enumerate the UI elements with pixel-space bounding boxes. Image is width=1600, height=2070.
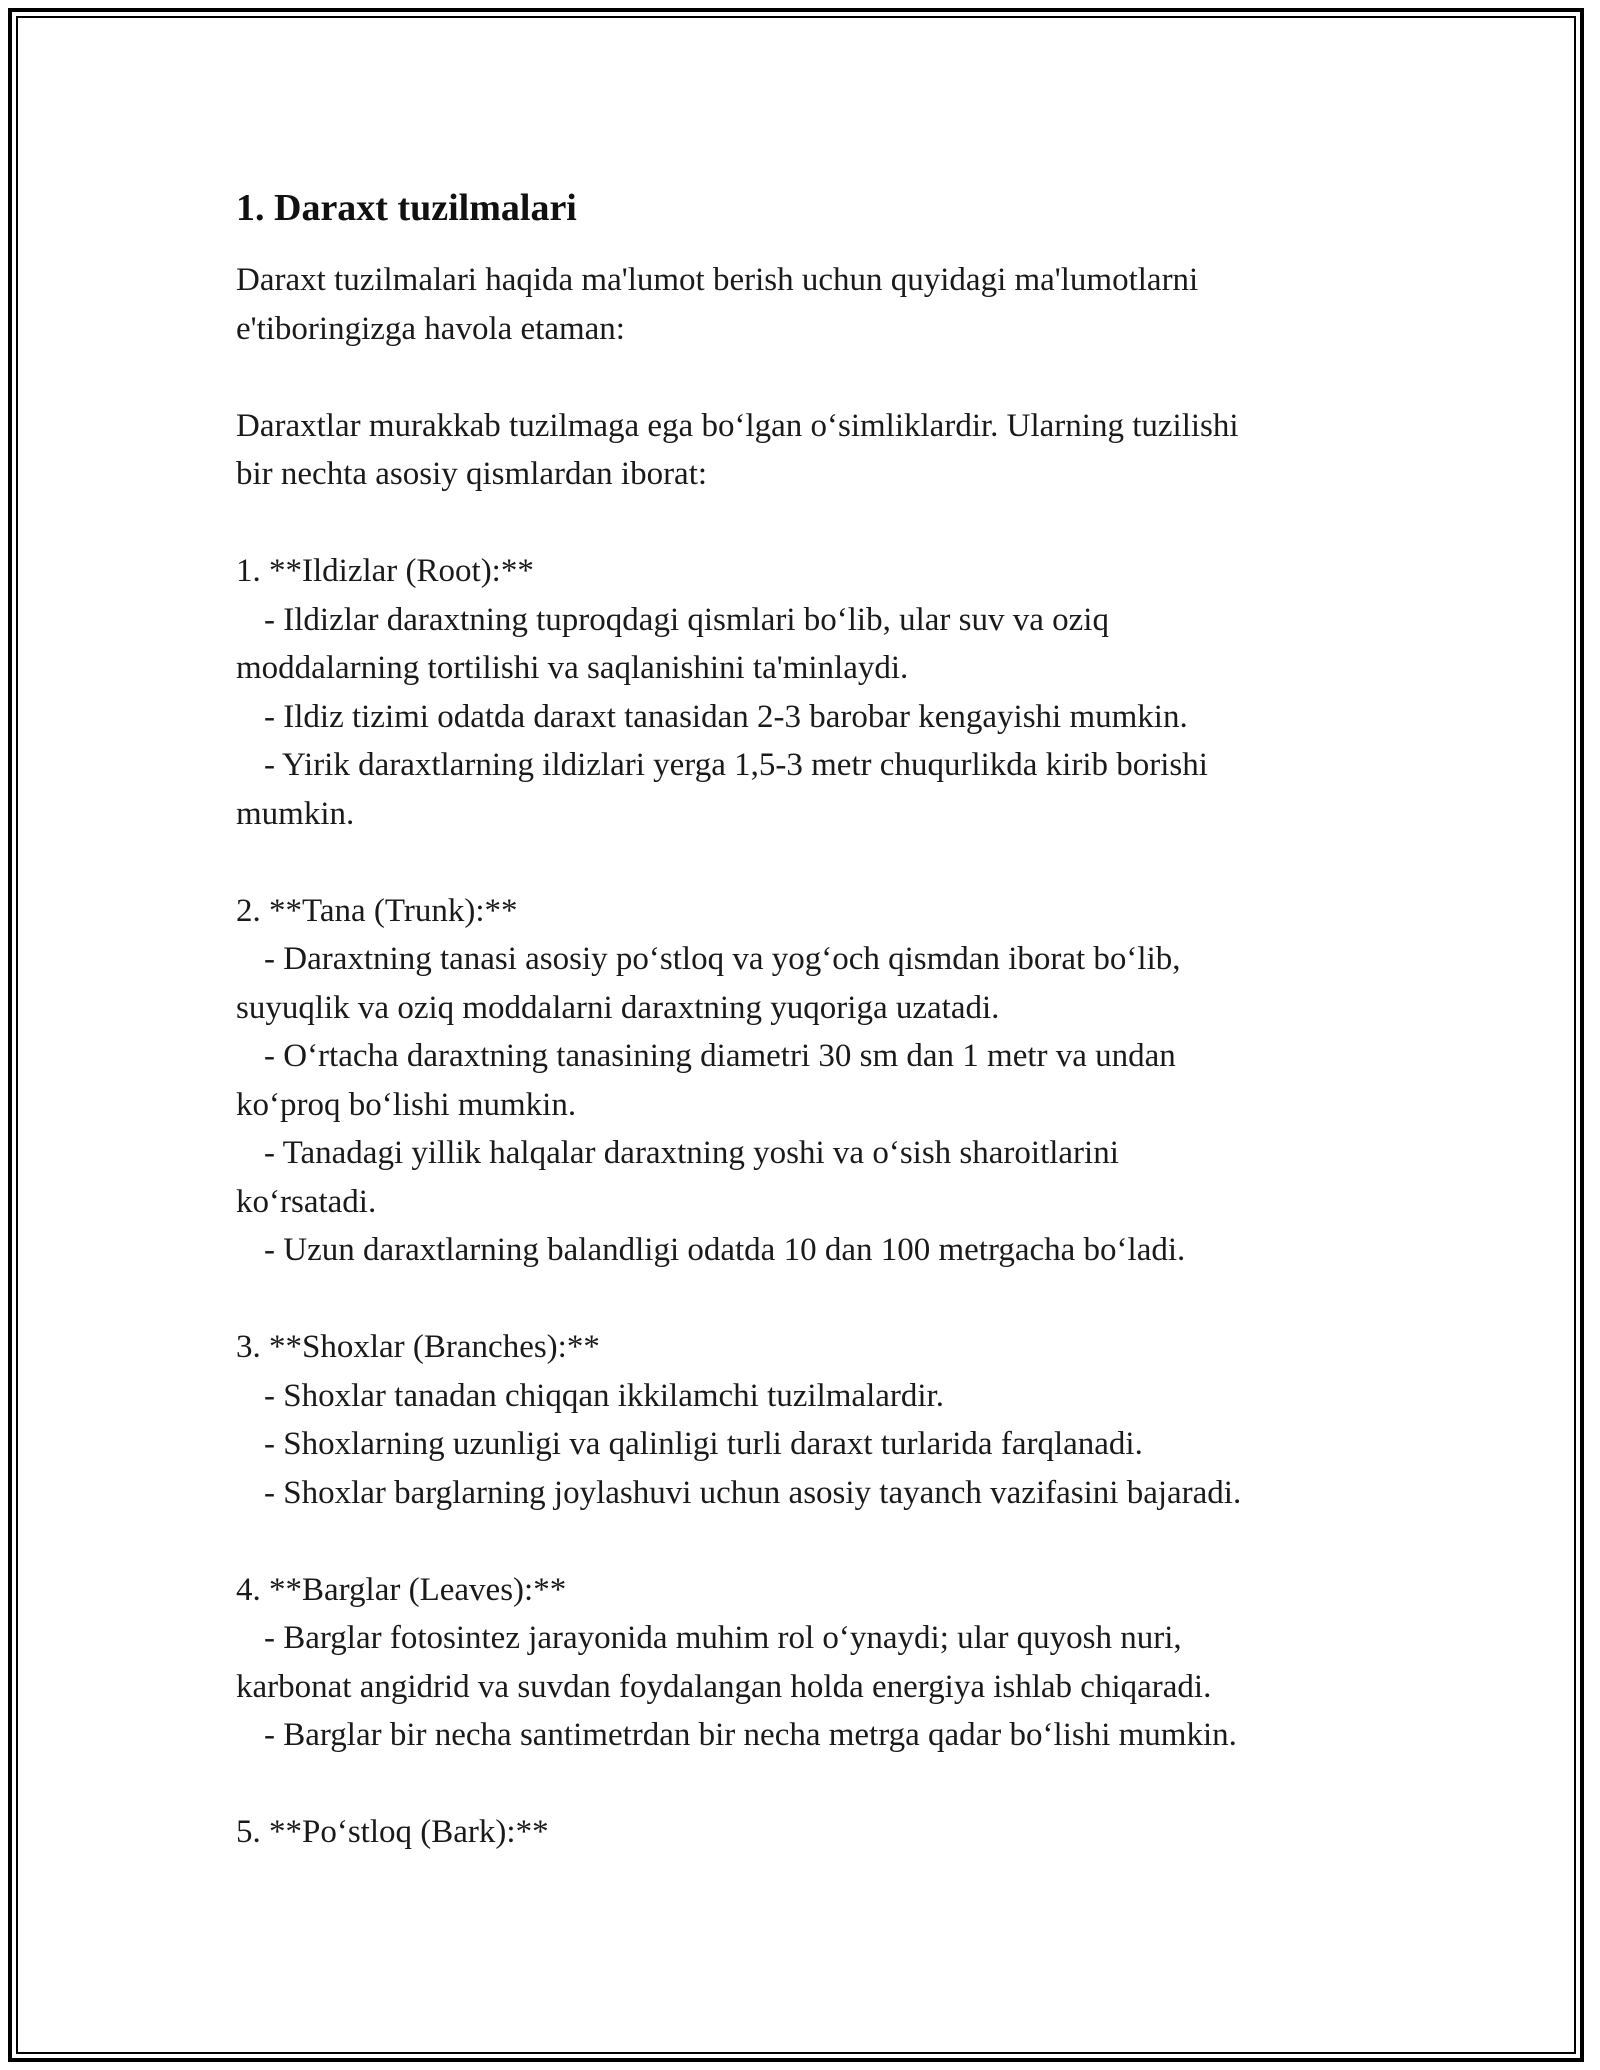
section-block <box>236 1323 1416 1517</box>
bullet-line: - Daraxtning tanasi asosiy po‘stloq va yog‘och qismdan iborat bo‘lib, <box>264 941 1181 977</box>
continuation-line: ko‘proq bo‘lishi mumkin. <box>236 1086 577 1123</box>
continuation-line: moddalarning tortilishi va saqlanishini ta'minlaydi. <box>236 650 909 686</box>
document-title: 1. Daraxt tuzilmalari <box>236 187 577 229</box>
paragraph-gap <box>236 1275 1416 1324</box>
section-heading: 5. **Po‘stloq (Bark):** <box>236 1814 549 1850</box>
document-body <box>236 184 1416 1857</box>
paragraph-gap <box>236 499 1416 548</box>
bullet-line: - Barglar fotosintez jarayonida muhim rol o‘ynaydi; ular quyosh nuri, <box>264 1620 1182 1656</box>
section-heading: 2. **Tana (Trunk):** <box>236 892 518 929</box>
continuation-line: suyuqlik va oziq moddalarni daraxtning yuqoriga uzatadi. <box>236 989 1000 1026</box>
section-block <box>236 547 1416 838</box>
paragraph-gap <box>236 1517 1416 1566</box>
paragraph-gap <box>236 838 1416 887</box>
paragraph-gap <box>236 1760 1416 1809</box>
section-heading: 4. **Barglar (Leaves):** <box>236 1571 567 1608</box>
bullet-line: - Shoxlar barglarning joylashuvi uchun asosiy tayanch vazifasini bajaradi. <box>264 1474 1242 1511</box>
intro-line: Daraxt tuzilmalari haqida ma'lumot berish uchun quyidagi ma'lumotlarni <box>236 262 1199 298</box>
sections-list <box>236 499 1416 1857</box>
paragraph-gap <box>236 353 1416 402</box>
bullet-line: - Ildiz tizimi odatda daraxt tanasidan 2-3 barobar kengayishi mumkin. <box>264 698 1188 735</box>
summary-line: Daraxtlar murakkab tuzilmaga ega bo‘lgan o‘simliklardir. Ularning tuzilishi <box>236 407 1239 444</box>
bullet-line: - Shoxlar tanadan chiqqan ikkilamchi tuzilmalardir. <box>264 1377 944 1414</box>
continuation-line: ko‘rsatadi. <box>236 1183 377 1220</box>
bullet-line: - Shoxlarning uzunligi va qalinligi turli daraxt turlarida farqlanadi. <box>264 1426 1143 1462</box>
intro-line: e'tiboringizga havola etaman: <box>236 310 625 347</box>
section-heading: 1. **Ildizlar (Root):** <box>236 553 534 589</box>
summary-line: bir nechta asosiy qismlardan iborat: <box>236 456 708 492</box>
bullet-line: - Ildizlar daraxtning tuproqdagi qismlari bo‘lib, ular suv va oziq <box>264 601 1109 638</box>
section-block <box>236 1808 1416 1857</box>
section-heading: 3. **Shoxlar (Branches):** <box>236 1329 600 1365</box>
section-block <box>236 887 1416 1275</box>
bullet-line: - Tanadagi yillik halqalar daraxtning yoshi va o‘sish sharoitlarini <box>264 1135 1119 1171</box>
continuation-line: karbonat angidrid va suvdan foydalangan holda energiya ishlab chiqaradi. <box>236 1668 1212 1705</box>
bullet-line: - O‘rtacha daraxtning tanasining diametri 30 sm dan 1 metr va undan <box>264 1038 1176 1074</box>
bullet-line: - Barglar bir necha santimetrdan bir necha metrga qadar bo‘lishi mumkin. <box>264 1717 1237 1753</box>
bullet-line: - Uzun daraxtlarning balandligi odatda 10 dan 100 metrgacha bo‘ladi. <box>264 1232 1186 1268</box>
continuation-line: mumkin. <box>236 795 355 832</box>
intro-paragraph <box>236 256 1416 353</box>
section-block <box>236 1566 1416 1760</box>
summary-paragraph <box>236 402 1416 499</box>
bullet-line: - Yirik daraxtlarning ildizlari yerga 1,5-3 metr chuqurlikda kirib borishi <box>264 747 1208 783</box>
